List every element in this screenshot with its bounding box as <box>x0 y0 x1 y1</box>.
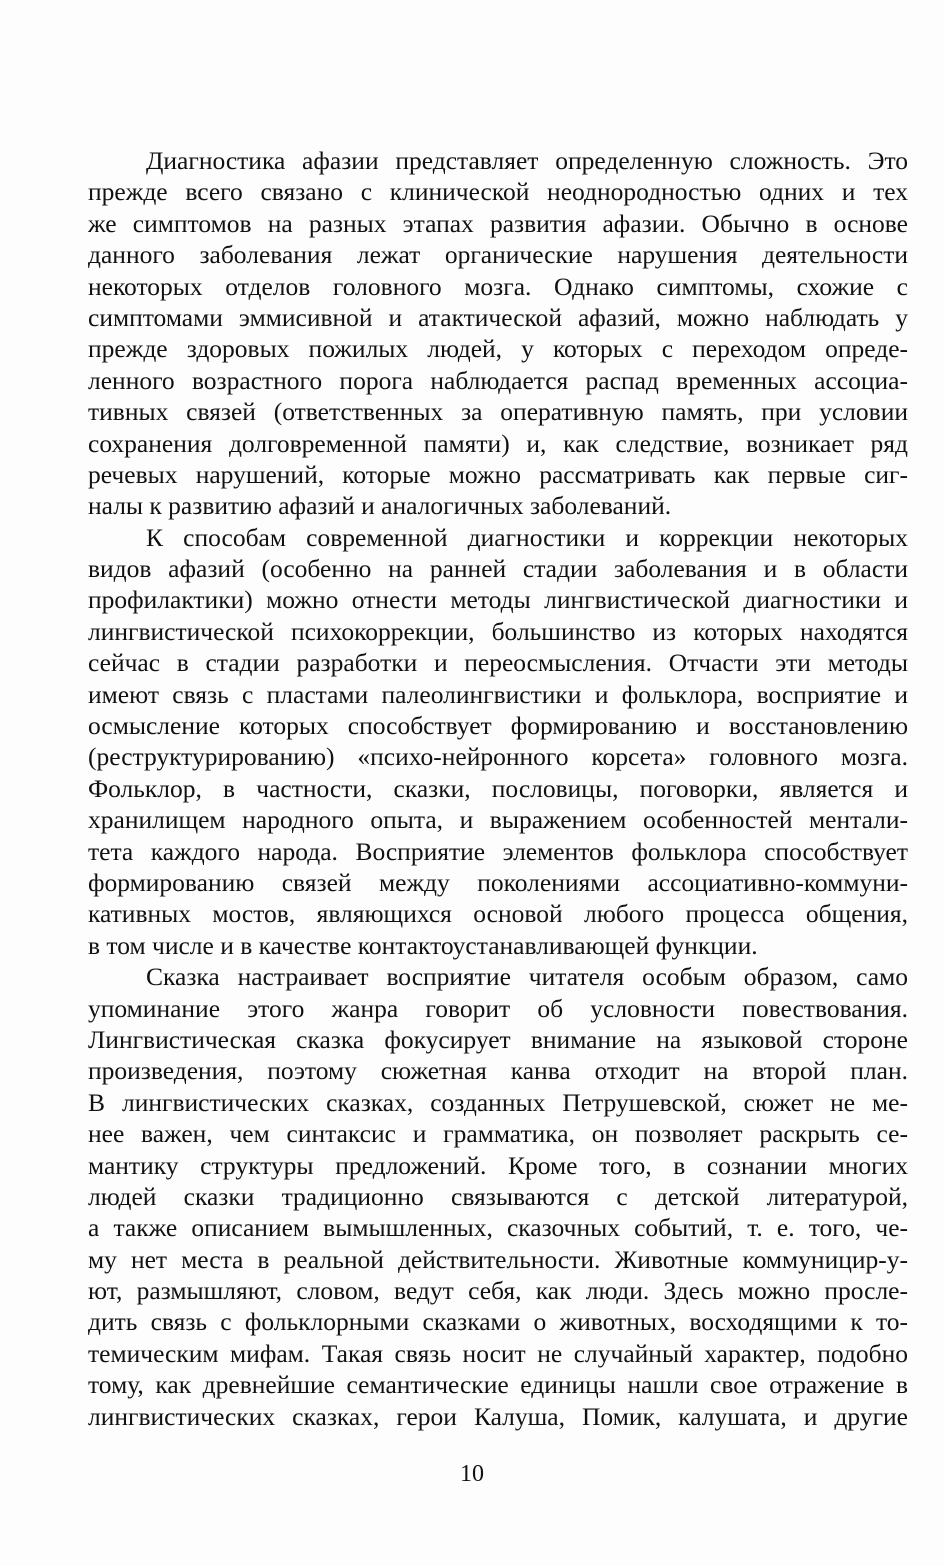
text-line: людей сказки традиционно связываются с детской литературой, <box>88 1181 908 1211</box>
text-line: ленного возрастного порога наблюдается распад временных ассоциа- <box>88 365 908 395</box>
text-line: сейчас в стадии разработки и переосмысления. Отчасти эти методы <box>88 648 908 678</box>
text-line: произведения, поэтому сюжетная канва отходит на второй план. <box>88 1056 908 1086</box>
text-line: прежде всего связано с клинической неоднородностью одних и тех <box>88 177 908 207</box>
text-line: же симптомов на разных этапах развития афазии. Обычно в основе <box>88 208 908 238</box>
text-line: Лингвистическая сказка фокусирует внимание на языковой стороне <box>88 1024 908 1054</box>
text-line: а также описанием вымышленных, сказочных событий, т. е. того, че- <box>88 1213 908 1243</box>
text-line: видов афазий (особенно на ранней стадии заболевания и в области <box>88 554 908 584</box>
text-line: лингвистической психокоррекции, большинство из которых находятся <box>88 616 908 646</box>
text-line: дить связь с фольклорными сказками о животных, восходящими к то- <box>88 1307 908 1337</box>
text-line: кативных мостов, являющихся основой любого процесса общения, <box>88 899 908 929</box>
body-text <box>88 145 908 1432</box>
text-line: данного заболевания лежат органические нарушения деятельности <box>88 240 908 270</box>
text-line: профилактики) можно отнести методы лингвистической диагностики и <box>88 585 908 615</box>
text-line: тому, как древнейшие семантические единицы нашли свое отражение в <box>88 1370 908 1400</box>
text-line: Фольклор, в частности, сказки, пословицы, поговорки, является и <box>88 773 908 803</box>
text-line: хранилищем народного опыта, и выражением особенностей ментали- <box>88 805 908 835</box>
text-line: прежде здоровых пожилых людей, у которых с переходом опреде- <box>88 334 908 364</box>
text-line: ют, размышляют, словом, ведут себя, как люди. Здесь можно просле- <box>88 1276 908 1306</box>
text-line: имеют связь с пластами палеолингвистики и фольклора, восприятие и <box>88 679 908 709</box>
page-number: 10 <box>460 1461 484 1487</box>
text-line: тета каждого народа. Восприятие элементов фольклора способствует <box>88 836 908 866</box>
text-line: налы к развитию афазий и аналогичных заболеваний. <box>88 491 672 521</box>
text-line: му нет места в реальной действительности. Животные коммуницир-у- <box>88 1244 908 1274</box>
text-line: симптомами эммисивной и атактической афазий, можно наблюдать у <box>88 302 908 332</box>
text-line: упоминание этого жанра говорит об условности повествования. <box>88 993 908 1023</box>
text-line: речевых нарушений, которые можно рассматривать как первые сиг- <box>88 459 908 489</box>
text-line: осмысление которых способствует формированию и восстановлению <box>88 711 908 741</box>
text-line: В лингвистических сказках, созданных Петрушевской, сюжет не ме- <box>88 1087 908 1117</box>
text-line: темическим мифам. Такая связь носит не случайный характер, подобно <box>88 1338 908 1368</box>
text-line: К способам современной диагностики и коррекции некоторых <box>146 522 908 552</box>
text-line: лингвистических сказках, герои Калуша, Помик, калушата, и другие <box>88 1401 908 1431</box>
text-line: тивных связей (ответственных за оперативную память, при условии <box>88 397 908 427</box>
text-line: (реструктурированию) «психо-нейронного корсета» головного мозга. <box>88 742 908 772</box>
text-line: нее важен, чем синтаксис и грамматика, он позволяет раскрыть се- <box>88 1119 908 1149</box>
text-line: формированию связей между поколениями ассоциативно-коммуни- <box>88 867 908 897</box>
text-line: Диагностика афазии представляет определенную сложность. Это <box>146 146 908 175</box>
text-line: в том числе и в качестве контактоустанавливающей функции. <box>88 930 758 960</box>
text-line: Сказка настраивает восприятие читателя особым образом, само <box>146 962 908 992</box>
text-line: мантику структуры предложений. Кроме того, в сознании многих <box>88 1150 908 1180</box>
text-line: некоторых отделов головного мозга. Однако симптомы, схожие с <box>88 271 908 301</box>
text-line: сохранения долговременной памяти) и, как следствие, возникает ряд <box>88 428 908 458</box>
